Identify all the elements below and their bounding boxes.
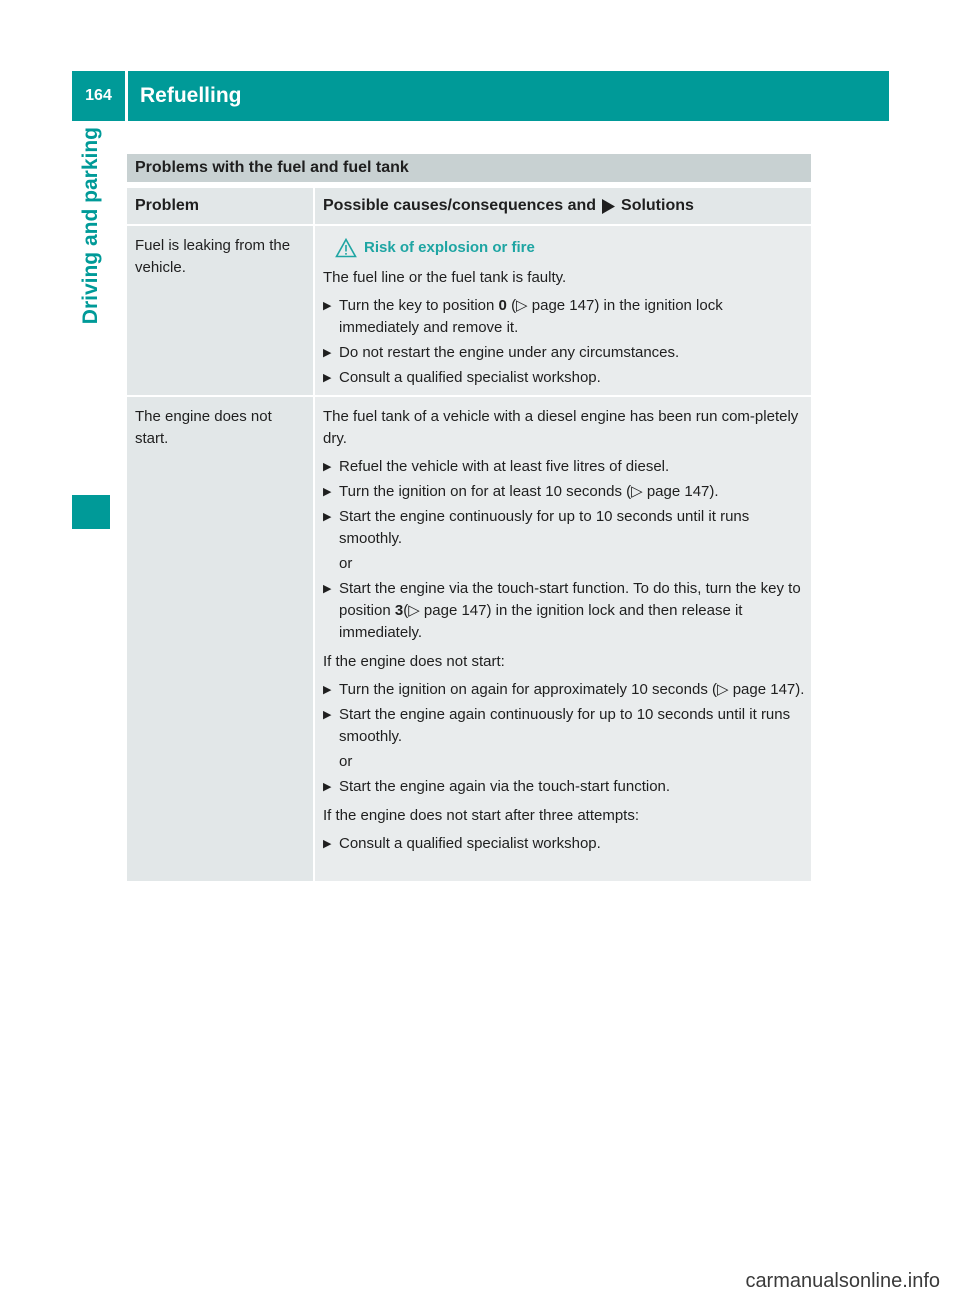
list-item: ▶ Start the engine continuously for up to 10 seconds until it runs smoothly. <box>323 506 805 550</box>
step-arrow-icon: ▶ <box>323 372 332 384</box>
solutions-cell <box>313 226 811 395</box>
step-arrow-icon: ▶ <box>323 300 332 312</box>
step-arrow-icon: ▶ <box>323 461 332 473</box>
side-tab-marker <box>72 495 110 529</box>
condition-text: If the engine does not start after three attempts: <box>323 807 640 824</box>
side-tab <box>72 121 110 529</box>
list-item: ▶ Start the engine again via the touch-start function. <box>323 776 805 798</box>
list-item: ▶ Turn the key to position 0 (▷ page 147) in the ignition lock immediately and remove it. <box>323 295 805 339</box>
page-header <box>72 71 889 121</box>
play-arrow-icon <box>602 199 615 214</box>
side-tab-label: Driving and parking <box>79 127 102 325</box>
cause-text: The fuel line or the fuel tank is faulty. <box>323 269 567 286</box>
list-item: ▶ Start the engine via the touch-start function. To do this, turn the key to position 3(▷ page 147) in the ignition lock and then release it immediately. <box>323 578 805 644</box>
header-solutions <box>313 188 811 224</box>
solutions-cell <box>313 397 811 881</box>
header-problem: Problem <box>135 197 200 214</box>
problem-cell: The engine does not start. <box>127 397 313 881</box>
warning-heading <box>335 237 805 259</box>
table-row <box>127 397 811 883</box>
problem-cell: Fuel is leaking from the vehicle. <box>127 226 313 395</box>
key-position: 3 <box>394 602 404 619</box>
list-item: ▶ Refuel the vehicle with at least five litres of diesel. <box>323 456 805 478</box>
list-item: ▶ Turn the ignition on again for approximately 10 seconds (▷ page 147). <box>323 679 805 701</box>
step-arrow-icon: ▶ <box>323 583 332 595</box>
step-arrow-icon: ▶ <box>323 781 332 793</box>
header-divider <box>125 71 128 121</box>
list-item: ▶ Consult a qualified specialist workshop. <box>323 367 805 389</box>
warning-triangle-icon <box>335 238 357 258</box>
or-text: or <box>339 555 353 572</box>
table-title: Problems with the fuel and fuel tank <box>127 154 811 182</box>
list-item: ▶ Do not restart the engine under any circumstances. <box>323 342 805 364</box>
list-item: ▶ Start the engine again continuously for up to 10 seconds until it runs smoothly. <box>323 704 805 748</box>
table-header <box>127 188 811 226</box>
step-arrow-icon: ▶ <box>323 347 332 359</box>
header-solutions-label: Possible causes/consequences and <box>323 197 597 214</box>
step-arrow-icon: ▶ <box>323 486 332 498</box>
or-text: or <box>339 753 353 770</box>
warning-text: Risk of explosion or fire <box>364 239 535 256</box>
step-arrow-icon: ▶ <box>323 838 332 850</box>
step-arrow-icon: ▶ <box>323 684 332 696</box>
list-item: ▶ Consult a qualified specialist workshop. <box>323 833 805 855</box>
step-arrow-icon: ▶ <box>323 511 332 523</box>
list-item: ▶ Turn the ignition on for at least 10 seconds (▷ page 147). <box>323 481 805 503</box>
step-arrow-icon: ▶ <box>323 709 332 721</box>
problems-table <box>127 188 811 883</box>
chapter-title: Refuelling <box>140 84 242 107</box>
cause-text: The fuel tank of a vehicle with a diesel engine has been run com-pletely dry. <box>323 408 799 447</box>
page-number: 164 <box>85 87 112 104</box>
key-position: 0 <box>498 297 507 314</box>
watermark-link[interactable]: carmanualsonline.info <box>745 1270 940 1292</box>
table-row <box>127 226 811 397</box>
condition-text: If the engine does not start: <box>323 653 505 670</box>
header-solutions-label-b: Solutions <box>621 197 694 214</box>
